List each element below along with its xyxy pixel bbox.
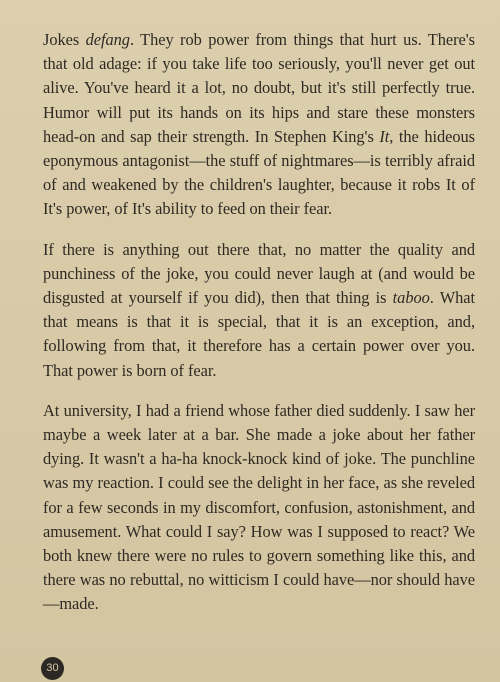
text-run: , the hideous eponymous antagonist—the stuff of nightmares—is terribly afraid of and weakened by the children's laughter, because it robs It of It's power, of It's ability to feed on their fear. bbox=[43, 126, 475, 219]
emphasis-taboo: taboo bbox=[392, 288, 430, 308]
paragraph-3 bbox=[43, 399, 475, 617]
text-run: . What that means is that it is special, that it is an exception, and, following from that, it therefore has a certain power over you. That power is born of fear. bbox=[43, 288, 475, 380]
emphasis-book-title: It bbox=[379, 126, 390, 146]
body-text bbox=[43, 28, 475, 617]
text-run: . They rob power from things that hurt us. There's that old adage: if you take life too seriously, you'll never get out alive. You've heard it a lot, no doubt, but it's still perfectly true. Humor will put its hands on its hips and stare these monsters head-on and sap their strength. In Stephen King's bbox=[43, 30, 475, 146]
page-number-badge: 30 bbox=[41, 657, 64, 680]
text-run: At university, I had a friend whose father died suddenly. I saw her maybe a week later at a bar. She made a joke about her father dying. It wasn't a ha-ha knock-knock kind of joke. The punchline was my reaction. I could see the delight in her face, as she reveled for a few seconds in my discomfort, confusion, astonishment, and amusement. What could I say? How was I supposed to react? We both knew there were no rules to govern something like this, and there was no rebuttal, no witticism I could have—nor should have—made. bbox=[43, 400, 475, 614]
text-run: Jokes bbox=[43, 30, 86, 49]
text-run: If there is anything out there that, no matter the quality and punchiness of the joke, you could never laugh at (and would be disgusted at yourself if you did), then that thing is bbox=[43, 239, 475, 308]
emphasis-defang: defang bbox=[85, 30, 130, 49]
paragraph-2 bbox=[43, 238, 475, 383]
paragraph-1 bbox=[43, 28, 475, 222]
